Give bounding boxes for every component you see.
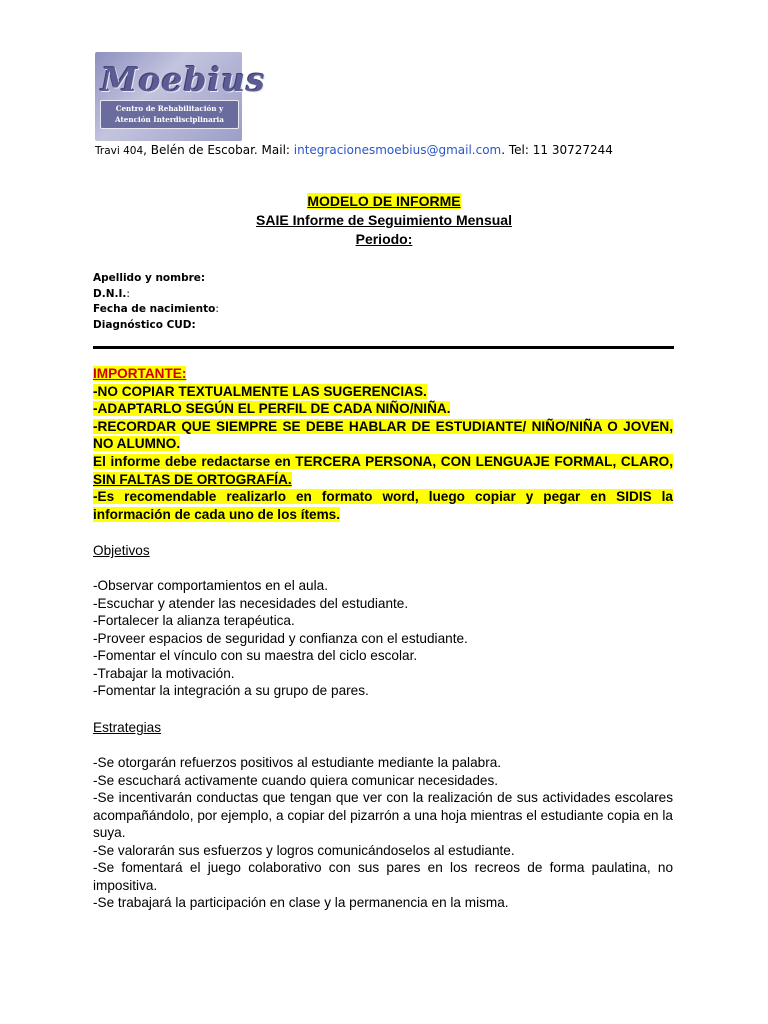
email-link[interactable]: integracionesmoebius@gmail.com bbox=[293, 143, 502, 157]
logo-wordmark: Moebius bbox=[101, 60, 266, 99]
logo-subtitle-line-1: Centro de Rehabilitación y bbox=[115, 104, 224, 113]
important-item-5-text: -Es recomendable realizarlo en formato word, luego copiar y pegar en SIDIS la información de cada uno de los ítems. bbox=[93, 489, 673, 522]
important-heading bbox=[93, 365, 673, 383]
strategies-heading bbox=[93, 719, 673, 737]
field-birth-label: Fecha de nacimiento bbox=[93, 303, 216, 315]
divider-rule bbox=[93, 346, 674, 349]
important-item-4-underlined: SIN FALTAS DE ORTOGRAFÍA. bbox=[93, 471, 292, 487]
list-item: -Proveer espacios de seguridad y confianza con el estudiante. bbox=[93, 630, 468, 646]
important-item-5 bbox=[93, 488, 673, 523]
moebius-logo bbox=[95, 52, 266, 141]
address-phone: . Tel: 11 30727244 bbox=[501, 143, 613, 157]
list-item: -Se fomentará el juego colaborativo con sus pares en los recreos de forma paulatina, no impositiva. bbox=[93, 860, 673, 893]
address-line bbox=[95, 142, 715, 160]
important-item-4 bbox=[93, 453, 673, 488]
field-birth bbox=[93, 302, 219, 318]
important-item-2-text: -ADAPTARLO SEGÚN EL PERFIL DE CADA NIÑO/NIÑA. bbox=[93, 401, 451, 417]
important-item-3 bbox=[93, 418, 673, 453]
list-item: -Se valorarán sus esfuerzos y logros comunicándoselos al estudiante. bbox=[93, 842, 515, 858]
logo-subtitle-box bbox=[100, 100, 239, 129]
important-item-2 bbox=[93, 400, 673, 418]
field-birth-suffix: : bbox=[215, 303, 219, 315]
student-fields bbox=[93, 271, 219, 333]
model-title-text: MODELO DE INFORME bbox=[307, 193, 461, 209]
list-item: -Trabajar la motivación. bbox=[93, 665, 235, 681]
list-item: -Se escuchará activamente cuando quiera comunicar necesidades. bbox=[93, 772, 499, 788]
list-item: -Se incentivarán conductas que tengan que ver con la realización de sus actividades escolares acompañándolo, por ejemplo, a copiar del pizarrón a una hoja mientras el estudiante copia en la suya. bbox=[93, 790, 673, 840]
list-item: -Fomentar la integración a su grupo de pares. bbox=[93, 683, 369, 698]
field-name: Apellido y nombre: bbox=[93, 272, 206, 284]
field-dni-label: D.N.I. bbox=[93, 287, 127, 300]
report-title-text: SAIE Informe de Seguimiento Mensual bbox=[256, 212, 512, 228]
period-title-text: Periodo: bbox=[355, 231, 413, 247]
important-item-4-text: El informe debe redactarse en TERCERA PERSONA, CON LENGUAJE FORMAL, CLARO, bbox=[93, 453, 673, 469]
strategies-list bbox=[93, 754, 673, 912]
address-street: Travi 404 bbox=[95, 145, 144, 157]
field-dni bbox=[93, 287, 219, 303]
model-title bbox=[0, 192, 768, 210]
objectives-heading bbox=[93, 542, 673, 560]
list-item: -Observar comportamientos en el aula. bbox=[93, 578, 328, 593]
list-item: -Se otorgarán refuerzos positivos al estudiante mediante la palabra. bbox=[93, 755, 502, 770]
address-city: , Belén de Escobar. Mail: bbox=[143, 143, 294, 157]
report-title bbox=[0, 211, 768, 229]
logo-subtitle-line-2: Atención Interdisciplinaria bbox=[115, 115, 224, 124]
list-item: -Se trabajará la participación en clase y la permanencia en la misma. bbox=[93, 895, 509, 910]
objectives-list bbox=[93, 577, 673, 700]
period-title bbox=[0, 230, 768, 248]
important-notes bbox=[93, 365, 673, 523]
strategies-heading-text: Estrategias bbox=[93, 720, 162, 735]
important-item-1-text: -NO COPIAR TEXTUALMENTE LAS SUGERENCIAS. bbox=[93, 383, 427, 399]
field-diagnosis: Diagnóstico CUD: bbox=[93, 318, 196, 331]
objectives-heading-text: Objetivos bbox=[93, 543, 150, 558]
important-item-3-text: -RECORDAR QUE SIEMPRE SE DEBE HABLAR DE ESTUDIANTE/ NIÑO/NIÑA O JOVEN, NO ALUMNO. bbox=[93, 418, 673, 452]
important-item-1 bbox=[93, 383, 673, 401]
list-item: -Fomentar el vínculo con su maestra del ciclo escolar. bbox=[93, 648, 418, 663]
field-dni-suffix: : bbox=[126, 287, 130, 300]
list-item: -Fortalecer la alianza terapéutica. bbox=[93, 613, 295, 628]
important-heading-text: IMPORTANTE: bbox=[93, 366, 187, 381]
list-item: -Escuchar y atender las necesidades del estudiante. bbox=[93, 595, 409, 611]
